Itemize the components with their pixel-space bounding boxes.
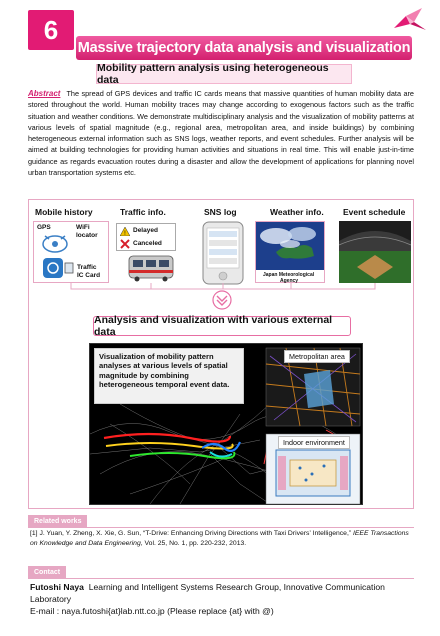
related-works-ref	[30, 529, 414, 549]
related-ref-tail: , Vol. 25, No. 1, pp. 220-232, 2013.	[140, 540, 247, 547]
source-header-sns: SNS log	[204, 207, 237, 217]
contact-rule	[28, 578, 414, 579]
stadium-photo	[339, 221, 411, 283]
page-subtitle: Mobility pattern analysis using heterogeneous data	[96, 64, 352, 84]
traffic-status-card	[116, 223, 176, 251]
related-ref-journal: IEEE Transactions on Knowledge and Data Engineering	[30, 530, 409, 547]
cancel-x-icon	[120, 239, 130, 249]
down-chevron-icon	[212, 290, 232, 310]
traffic-info-box	[115, 221, 187, 283]
weather-agency-line2: Agency	[280, 278, 299, 284]
related-works-label: Related works	[28, 515, 87, 527]
contact-label: Contact	[28, 566, 66, 578]
weather-map-icon	[256, 222, 324, 270]
visualization-panel	[89, 343, 363, 505]
abstract-label: Abstract	[28, 89, 61, 98]
wifi-label: WiFi	[76, 224, 90, 231]
contact-block	[30, 581, 420, 617]
gps-satellite-icon	[40, 233, 70, 255]
svg-text:!: !	[124, 231, 126, 236]
ic-card-icon	[42, 257, 64, 279]
abstract-block	[28, 88, 414, 178]
source-header-event: Event schedule	[343, 207, 406, 217]
related-ref-text: [1] J. Yuan, Y. Zheng, X. Xie, G. Sun, “T-Drive: Enhancing Driving Directions with Taxi Drivers’ Intelligence,”	[30, 530, 353, 537]
page-title-bar	[76, 36, 412, 60]
contact-affiliation: Learning and Intelligent Systems Research Group, Innovative Communication Laboratory	[30, 582, 385, 604]
page-title: Massive trajectory data analysis and visualization	[77, 40, 411, 56]
contact-email: E-mail : naya.futoshi{at}lab.ntt.co.jp (Please replace {at} with @)	[30, 606, 274, 616]
section-number	[28, 10, 74, 50]
canceled-label: Canceled	[133, 240, 162, 247]
source-header-weather: Weather info.	[270, 207, 324, 217]
card-reader-icon	[64, 262, 74, 274]
origami-crane-icon	[392, 6, 428, 34]
analysis-title: Analysis and visualization with various external data	[93, 316, 351, 336]
smartphone-icon	[201, 221, 245, 285]
metropolitan-area-label: Metropolitan area	[284, 350, 350, 363]
wifi-locator-label: locator	[76, 232, 98, 239]
figure-panel	[28, 199, 414, 509]
related-works-rule	[28, 527, 414, 528]
gps-label: GPS	[37, 224, 51, 231]
contact-name: Futoshi Naya	[30, 582, 84, 592]
section-number-text: 6	[43, 14, 59, 45]
weather-map-box	[255, 221, 325, 283]
visualization-note: Visualization of mobility pattern analyses at various levels of spatial magnitude by combining heterogeneous temporal event data.	[94, 348, 244, 404]
abstract-text: The spread of GPS devices and traffic IC cards means that massive quantities of human mobility data are stored throughout the world. Human mobility traces may change according to exogenous factors such as the traffic situation and weather conditions. We demonstrate multidisciplinary analysis and the visualization of mobility patterns at various levels of spatial magnitude (e.g., regional area, metropolitan area, and inside buildings) by combining heterogeneous external information such as SNS logs, weather reports, and event schedules. Further analysis will be aimed at building technologies for providing human activities and situations in real time. This will enable just-in-time guidance as regards evacuation routes during a disaster and allow the development of applications for planning novel urban transportation systems etc.	[28, 89, 414, 178]
ic-card-label: IC Card	[77, 272, 101, 279]
source-header-traffic: Traffic info.	[120, 207, 166, 217]
weather-agency-line1: Japan Meteorological	[263, 272, 315, 278]
source-header-mobile: Mobile history	[35, 207, 93, 217]
warning-icon	[120, 227, 130, 236]
mobile-history-box	[33, 221, 109, 283]
delayed-label: Delayed	[133, 227, 158, 234]
indoor-environment-label: Indoor environment	[278, 436, 350, 449]
traffic-ic-label: Traffic	[77, 264, 97, 271]
train-icon	[125, 254, 181, 282]
